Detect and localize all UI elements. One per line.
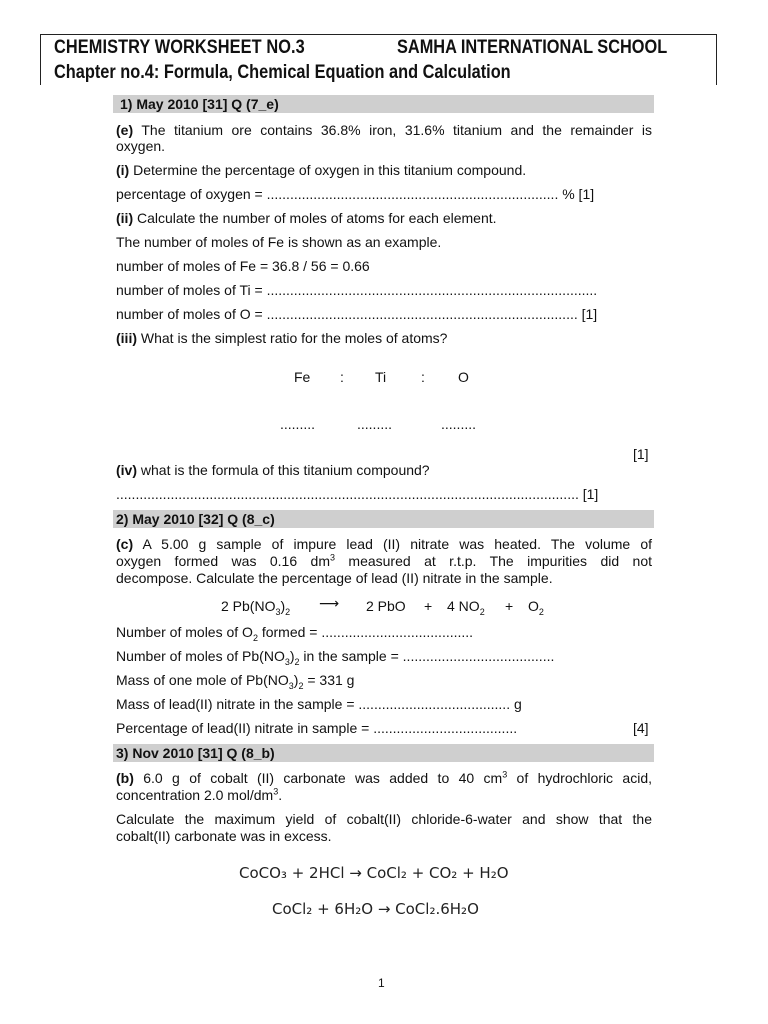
q2-mass-lead: Mass of lead(II) nitrate in the sample = ....................................... g [116, 696, 522, 712]
worksheet-title: CHEMISTRY WORKSHEET NO.3 [54, 37, 305, 58]
q2-line1: (c) A 5.00 g sample of impure lead (II) nitrate was heated. The volume of [116, 536, 652, 552]
q3-line3: Calculate the maximum yield of cobalt(II) chloride-6-water and show that the [116, 811, 652, 827]
q3-equation-1: CoCO₃ + 2HCl → CoCl₂ + CO₂ + H₂O [239, 864, 509, 882]
ratio-colon-2: : [421, 369, 425, 385]
q2-equation-arrow: ⟶ [319, 596, 340, 612]
q1-e-line1: (e) The titanium ore contains 36.8% iron, 31.6% titanium and the remainder is [116, 122, 652, 138]
ratio-blank-o: ......... [441, 416, 477, 432]
q2-mark: [4] [633, 720, 649, 736]
q1-i: (i) Determine the percentage of oxygen in this titanium compound. [116, 162, 527, 178]
q1-e-line2: oxygen. [116, 138, 166, 154]
q3-line4: cobalt(II) carbonate was in excess. [116, 828, 332, 844]
q2-pct-lead: Percentage of lead(II) nitrate in sample = ..................................... [116, 720, 518, 736]
q1-ti-moles: number of moles of Ti = ..................................................................................... [116, 282, 598, 298]
q1-iii-mark: [1] [633, 446, 649, 462]
q1-pct-oxygen: percentage of oxygen = ........................................................................... % [1] [116, 186, 595, 202]
q2-equation-pbo: 2 PbO [366, 598, 406, 614]
q2-equation-plus-1: + [424, 598, 433, 614]
q2-mass-mole: Mass of one mole of $Pb(NO_3)_2 = 331$ g [116, 672, 355, 691]
q2-heading: 2) May 2010 [32] Q (8_c) [116, 511, 275, 527]
q1-formula-line: ....................................................................................................................... [1] [116, 486, 599, 502]
q3-line1: (b) 6.0 g of cobalt (II) carbonate was added to 40 $cm^3$ of hydrochloric acid, [116, 769, 652, 786]
q2-line3: decompose. Calculate the percentage of lead (II) nitrate in the sample. [116, 570, 553, 586]
q1-fe-moles: number of moles of Fe = 36.8 / 56 = 0.66 [116, 258, 370, 274]
q1-example: The number of moles of Fe is shown as an example. [116, 234, 442, 250]
q2-equation-lhs: 2 $Pb(NO_3)_2$ [221, 598, 291, 617]
page-number: 1 [378, 976, 385, 990]
ratio-blank-fe: ......... [280, 416, 316, 432]
q2-moles-pb: Number of moles of $Pb(NO_3)_2$ in the sample = ....................................... [116, 648, 555, 667]
q2-line2: oxygen formed was 0.16 $dm^3$ measured at r.t.p. The impurities did not [116, 552, 653, 569]
ratio-colon-1: : [340, 369, 344, 385]
q3-line2: concentration 2.0 mol/$dm^3$. [116, 786, 283, 803]
ratio-fe: Fe [294, 369, 311, 385]
q2-equation-no2: 4 $NO_2$ [447, 598, 485, 617]
q1-o-moles: number of moles of O = ................................................................................ [1] [116, 306, 598, 322]
school-name: SAMHA INTERNATIONAL SCHOOL [397, 37, 668, 58]
q1-ii: (ii) Calculate the number of moles of atoms for each element. [116, 210, 497, 226]
chapter-title: Chapter no.4: Formula, Chemical Equation and Calculation [54, 62, 511, 83]
q1-iv: (iv) what is the formula of this titanium compound? [116, 462, 430, 478]
q2-equation-plus-2: + [505, 598, 514, 614]
q1-iii: (iii) What is the simplest ratio for the moles of atoms? [116, 330, 448, 346]
q1-heading: 1) May 2010 [31] Q (7_e) [120, 96, 279, 112]
ratio-o: O [458, 369, 469, 385]
q2-moles-o2: Number of moles of $O_2$ formed = ....................................... [116, 624, 474, 643]
q3-equation-2: CoCl₂ + 6H₂O → CoCl₂.6H₂O [272, 900, 479, 918]
ratio-ti: Ti [375, 369, 387, 385]
q3-heading: 3) Nov 2010 [31] Q (8_b) [116, 745, 275, 761]
ratio-blank-ti: ......... [357, 416, 393, 432]
q2-equation-o2: $O_2$ [528, 598, 544, 617]
